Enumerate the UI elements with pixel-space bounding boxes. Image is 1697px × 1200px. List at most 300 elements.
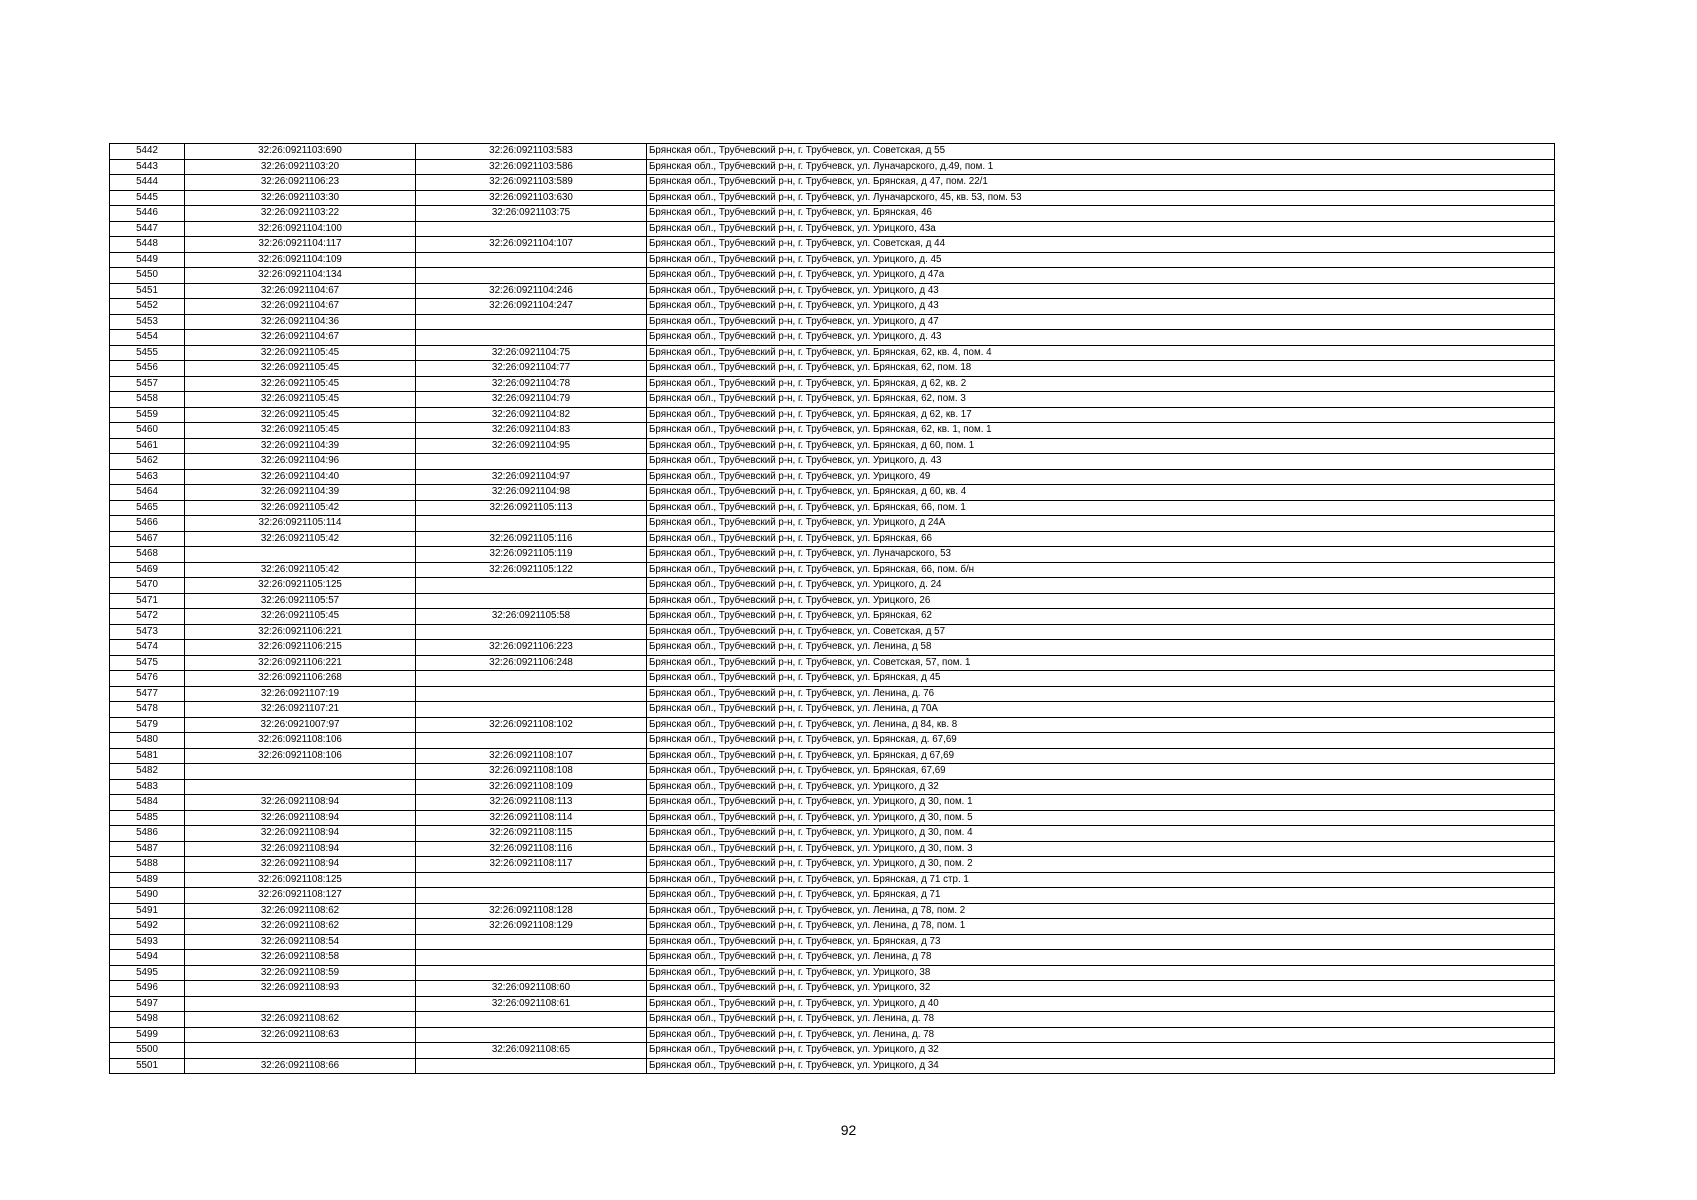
object-number-cell — [416, 965, 647, 981]
cadastral-number-cell: 32:26:0921103:690 — [185, 144, 416, 160]
object-number-cell — [416, 872, 647, 888]
table-row — [110, 686, 1555, 702]
cadastral-number-cell: 32:26:0921007:97 — [185, 717, 416, 733]
object-number-cell: 32:26:0921104:78 — [416, 376, 647, 392]
cadastral-number-cell: 32:26:0921104:109 — [185, 252, 416, 268]
address-cell: Брянская обл., Трубчевский р-н, г. Трубчевск, ул. Брянская, 62, кв. 1, пом. 1 — [647, 423, 1555, 439]
table-row — [110, 717, 1555, 733]
cadastral-number-cell: 32:26:0921104:36 — [185, 314, 416, 330]
row-number-cell: 5494 — [110, 950, 185, 966]
address-cell: Брянская обл., Трубчевский р-н, г. Трубчевск, ул. Урицкого, д 30, пом. 3 — [647, 841, 1555, 857]
cadastral-number-cell: 32:26:0921108:66 — [185, 1058, 416, 1074]
address-cell: Брянская обл., Трубчевский р-н, г. Трубчевск, ул. Ленина, д. 78 — [647, 1012, 1555, 1028]
cadastral-number-cell: 32:26:0921108:106 — [185, 733, 416, 749]
object-number-cell: 32:26:0921108:116 — [416, 841, 647, 857]
row-number-cell: 5475 — [110, 655, 185, 671]
object-number-cell: 32:26:0921108:115 — [416, 826, 647, 842]
row-number-cell: 5460 — [110, 423, 185, 439]
cadastral-number-cell: 32:26:0921104:67 — [185, 283, 416, 299]
object-number-cell: 32:26:0921108:113 — [416, 795, 647, 811]
row-number-cell: 5472 — [110, 609, 185, 625]
row-number-cell: 5490 — [110, 888, 185, 904]
object-number-cell: 32:26:0921106:223 — [416, 640, 647, 656]
object-number-cell — [416, 1027, 647, 1043]
row-number-cell: 5444 — [110, 175, 185, 191]
row-number-cell: 5442 — [110, 144, 185, 160]
address-cell: Брянская обл., Трубчевский р-н, г. Трубчевск, ул. Советская, д 55 — [647, 144, 1555, 160]
object-number-cell — [416, 888, 647, 904]
table-row — [110, 221, 1555, 237]
address-cell: Брянская обл., Трубчевский р-н, г. Трубчевск, ул. Брянская, д 47, пом. 22/1 — [647, 175, 1555, 191]
row-number-cell: 5466 — [110, 516, 185, 532]
table-row — [110, 144, 1555, 160]
address-cell: Брянская обл., Трубчевский р-н, г. Трубчевск, ул. Брянская, д 60, кв. 4 — [647, 485, 1555, 501]
page-number: 92 — [840, 1122, 857, 1138]
address-cell: Брянская обл., Трубчевский р-н, г. Трубчевск, ул. Ленина, д 78, пом. 2 — [647, 903, 1555, 919]
address-cell: Брянская обл., Трубчевский р-н, г. Трубчевск, ул. Брянская, д 73 — [647, 934, 1555, 950]
object-number-cell: 32:26:0921104:95 — [416, 438, 647, 454]
row-number-cell: 5488 — [110, 857, 185, 873]
cadastral-number-cell — [185, 996, 416, 1012]
row-number-cell: 5476 — [110, 671, 185, 687]
table-row — [110, 531, 1555, 547]
table-row — [110, 469, 1555, 485]
cadastral-number-cell: 32:26:0921108:94 — [185, 826, 416, 842]
row-number-cell: 5501 — [110, 1058, 185, 1074]
table-row — [110, 376, 1555, 392]
row-number-cell: 5480 — [110, 733, 185, 749]
row-number-cell: 5493 — [110, 934, 185, 950]
cadastral-number-cell: 32:26:0921108:62 — [185, 903, 416, 919]
address-cell: Брянская обл., Трубчевский р-н, г. Трубчевск, ул. Брянская, 66 — [647, 531, 1555, 547]
object-number-cell: 32:26:0921103:75 — [416, 206, 647, 222]
row-number-cell: 5469 — [110, 562, 185, 578]
address-cell: Брянская обл., Трубчевский р-н, г. Трубчевск, ул. Брянская, д 45 — [647, 671, 1555, 687]
object-number-cell — [416, 578, 647, 594]
row-number-cell: 5479 — [110, 717, 185, 733]
table-row — [110, 516, 1555, 532]
object-number-cell — [416, 733, 647, 749]
row-number-cell: 5447 — [110, 221, 185, 237]
row-number-cell: 5458 — [110, 392, 185, 408]
table-row — [110, 981, 1555, 997]
object-number-cell: 32:26:0921105:58 — [416, 609, 647, 625]
row-number-cell: 5454 — [110, 330, 185, 346]
address-cell: Брянская обл., Трубчевский р-н, г. Трубчевск, ул. Брянская, 66, пом. 1 — [647, 500, 1555, 516]
address-cell: Брянская обл., Трубчевский р-н, г. Трубчевск, ул. Ленина, д 78 — [647, 950, 1555, 966]
cadastral-number-cell: 32:26:0921105:114 — [185, 516, 416, 532]
table-row — [110, 888, 1555, 904]
row-number-cell: 5498 — [110, 1012, 185, 1028]
address-cell: Брянская обл., Трубчевский р-н, г. Трубчевск, ул. Советская, д 44 — [647, 237, 1555, 253]
object-number-cell: 32:26:0921104:107 — [416, 237, 647, 253]
object-number-cell — [416, 252, 647, 268]
table-row — [110, 454, 1555, 470]
object-number-cell: 32:26:0921104:75 — [416, 345, 647, 361]
row-number-cell: 5489 — [110, 872, 185, 888]
table-row — [110, 485, 1555, 501]
row-number-cell: 5450 — [110, 268, 185, 284]
row-number-cell: 5491 — [110, 903, 185, 919]
row-number-cell: 5497 — [110, 996, 185, 1012]
cadastral-number-cell: 32:26:0921107:19 — [185, 686, 416, 702]
cadastral-number-cell: 32:26:0921108:94 — [185, 810, 416, 826]
object-number-cell: 32:26:0921104:97 — [416, 469, 647, 485]
cadastral-number-cell: 32:26:0921108:125 — [185, 872, 416, 888]
object-number-cell: 32:26:0921108:109 — [416, 779, 647, 795]
row-number-cell: 5452 — [110, 299, 185, 315]
cadastral-number-cell: 32:26:0921104:39 — [185, 485, 416, 501]
object-number-cell: 32:26:0921104:82 — [416, 407, 647, 423]
cadastral-number-cell: 32:26:0921105:45 — [185, 407, 416, 423]
address-cell: Брянская обл., Трубчевский р-н, г. Трубчевск, ул. Брянская, д 71 стр. 1 — [647, 872, 1555, 888]
object-number-cell: 32:26:0921108:60 — [416, 981, 647, 997]
cadastral-number-cell: 32:26:0921104:40 — [185, 469, 416, 485]
object-number-cell — [416, 1012, 647, 1028]
object-number-cell: 32:26:0921105:122 — [416, 562, 647, 578]
row-number-cell: 5495 — [110, 965, 185, 981]
row-number-cell: 5448 — [110, 237, 185, 253]
row-number-cell: 5482 — [110, 764, 185, 780]
row-number-cell: 5462 — [110, 454, 185, 470]
object-number-cell — [416, 593, 647, 609]
table-row — [110, 1027, 1555, 1043]
cadastral-number-cell: 32:26:0921103:22 — [185, 206, 416, 222]
table-row — [110, 996, 1555, 1012]
address-cell: Брянская обл., Трубчевский р-н, г. Трубчевск, ул. Урицкого, д. 43 — [647, 330, 1555, 346]
table-row — [110, 748, 1555, 764]
address-cell: Брянская обл., Трубчевский р-н, г. Трубчевск, ул. Ленина, д 78, пом. 1 — [647, 919, 1555, 935]
cadastral-number-cell: 32:26:0921106:23 — [185, 175, 416, 191]
object-number-cell — [416, 702, 647, 718]
object-number-cell — [416, 624, 647, 640]
object-number-cell: 32:26:0921103:589 — [416, 175, 647, 191]
object-number-cell: 32:26:0921105:113 — [416, 500, 647, 516]
cadastral-number-cell: 32:26:0921104:67 — [185, 299, 416, 315]
object-number-cell: 32:26:0921108:128 — [416, 903, 647, 919]
table-row — [110, 392, 1555, 408]
cadastral-number-cell: 32:26:0921105:45 — [185, 345, 416, 361]
cadastral-number-cell: 32:26:0921105:42 — [185, 562, 416, 578]
row-number-cell: 5446 — [110, 206, 185, 222]
address-cell: Брянская обл., Трубчевский р-н, г. Трубчевск, ул. Урицкого, 43а — [647, 221, 1555, 237]
row-number-cell: 5492 — [110, 919, 185, 935]
row-number-cell: 5484 — [110, 795, 185, 811]
cadastral-table — [109, 143, 1555, 1074]
row-number-cell: 5478 — [110, 702, 185, 718]
row-number-cell: 5463 — [110, 469, 185, 485]
row-number-cell: 5474 — [110, 640, 185, 656]
object-number-cell: 32:26:0921106:248 — [416, 655, 647, 671]
row-number-cell: 5481 — [110, 748, 185, 764]
object-number-cell — [416, 1058, 647, 1074]
row-number-cell: 5449 — [110, 252, 185, 268]
cadastral-number-cell: 32:26:0921106:221 — [185, 655, 416, 671]
table-row — [110, 547, 1555, 563]
cadastral-number-cell: 32:26:0921105:45 — [185, 392, 416, 408]
row-number-cell: 5477 — [110, 686, 185, 702]
table-row — [110, 330, 1555, 346]
cadastral-number-cell: 32:26:0921108:93 — [185, 981, 416, 997]
address-cell: Брянская обл., Трубчевский р-н, г. Трубчевск, ул. Ленина, д 84, кв. 8 — [647, 717, 1555, 733]
cadastral-number-cell: 32:26:0921104:96 — [185, 454, 416, 470]
table-row — [110, 361, 1555, 377]
address-cell: Брянская обл., Трубчевский р-н, г. Трубчевск, ул. Брянская, д 67,69 — [647, 748, 1555, 764]
table-row — [110, 841, 1555, 857]
object-number-cell: 32:26:0921108:61 — [416, 996, 647, 1012]
table-row — [110, 206, 1555, 222]
cadastral-number-cell: 32:26:0921105:45 — [185, 609, 416, 625]
object-number-cell: 32:26:0921108:65 — [416, 1043, 647, 1059]
cadastral-number-cell: 32:26:0921104:100 — [185, 221, 416, 237]
cadastral-number-cell — [185, 1043, 416, 1059]
table-row — [110, 1012, 1555, 1028]
cadastral-number-cell: 32:26:0921108:59 — [185, 965, 416, 981]
cadastral-number-cell — [185, 764, 416, 780]
row-number-cell: 5483 — [110, 779, 185, 795]
table-row — [110, 934, 1555, 950]
address-cell: Брянская обл., Трубчевский р-н, г. Трубчевск, ул. Брянская, 46 — [647, 206, 1555, 222]
table-row — [110, 593, 1555, 609]
address-cell: Брянская обл., Трубчевский р-н, г. Трубчевск, ул. Ленина, д. 78 — [647, 1027, 1555, 1043]
address-cell: Брянская обл., Трубчевский р-н, г. Трубчевск, ул. Урицкого, д 34 — [647, 1058, 1555, 1074]
table-row — [110, 965, 1555, 981]
cadastral-number-cell: 32:26:0921104:134 — [185, 268, 416, 284]
table-row — [110, 764, 1555, 780]
row-number-cell: 5487 — [110, 841, 185, 857]
table-row — [110, 733, 1555, 749]
cadastral-number-cell: 32:26:0921104:39 — [185, 438, 416, 454]
address-cell: Брянская обл., Трубчевский р-н, г. Трубчевск, ул. Урицкого, 32 — [647, 981, 1555, 997]
object-number-cell — [416, 314, 647, 330]
table-row — [110, 919, 1555, 935]
table-row — [110, 252, 1555, 268]
row-number-cell: 5470 — [110, 578, 185, 594]
cadastral-number-cell: 32:26:0921103:20 — [185, 159, 416, 175]
cadastral-number-cell: 32:26:0921105:42 — [185, 531, 416, 547]
address-cell: Брянская обл., Трубчевский р-н, г. Трубчевск, ул. Урицкого, д. 43 — [647, 454, 1555, 470]
address-cell: Брянская обл., Трубчевский р-н, г. Трубчевск, ул. Урицкого, д 30, пом. 4 — [647, 826, 1555, 842]
object-number-cell — [416, 934, 647, 950]
object-number-cell: 32:26:0921103:630 — [416, 190, 647, 206]
object-number-cell: 32:26:0921104:77 — [416, 361, 647, 377]
object-number-cell: 32:26:0921108:117 — [416, 857, 647, 873]
cadastral-number-cell: 32:26:0921107:21 — [185, 702, 416, 718]
cadastral-number-cell: 32:26:0921108:94 — [185, 795, 416, 811]
cadastral-number-cell: 32:26:0921104:117 — [185, 237, 416, 253]
object-number-cell: 32:26:0921104:247 — [416, 299, 647, 315]
cadastral-number-cell: 32:26:0921104:67 — [185, 330, 416, 346]
address-cell: Брянская обл., Трубчевский р-н, г. Трубчевск, ул. Урицкого, д 30, пом. 5 — [647, 810, 1555, 826]
cadastral-number-cell: 32:26:0921108:54 — [185, 934, 416, 950]
address-cell: Брянская обл., Трубчевский р-н, г. Трубчевск, ул. Брянская, д 62, кв. 17 — [647, 407, 1555, 423]
row-number-cell: 5457 — [110, 376, 185, 392]
object-number-cell: 32:26:0921108:102 — [416, 717, 647, 733]
row-number-cell: 5451 — [110, 283, 185, 299]
object-number-cell: 32:26:0921104:83 — [416, 423, 647, 439]
address-cell: Брянская обл., Трубчевский р-н, г. Трубчевск, ул. Брянская, 62, пом. 18 — [647, 361, 1555, 377]
table-row — [110, 578, 1555, 594]
object-number-cell — [416, 950, 647, 966]
table-row — [110, 237, 1555, 253]
address-cell: Брянская обл., Трубчевский р-н, г. Трубчевск, ул. Урицкого, д 47 — [647, 314, 1555, 330]
table-row — [110, 175, 1555, 191]
object-number-cell — [416, 516, 647, 532]
address-cell: Брянская обл., Трубчевский р-н, г. Трубчевск, ул. Брянская, 67,69 — [647, 764, 1555, 780]
table-row — [110, 857, 1555, 873]
row-number-cell: 5486 — [110, 826, 185, 842]
address-cell: Брянская обл., Трубчевский р-н, г. Трубчевск, ул. Урицкого, 26 — [647, 593, 1555, 609]
object-number-cell — [416, 671, 647, 687]
address-cell: Брянская обл., Трубчевский р-н, г. Трубчевск, ул. Луначарского, 45, кв. 53, пом. 53 — [647, 190, 1555, 206]
table-row — [110, 500, 1555, 516]
row-number-cell: 5471 — [110, 593, 185, 609]
table-row — [110, 268, 1555, 284]
cadastral-number-cell: 32:26:0921105:45 — [185, 423, 416, 439]
table-row — [110, 702, 1555, 718]
object-number-cell: 32:26:0921108:108 — [416, 764, 647, 780]
object-number-cell: 32:26:0921108:114 — [416, 810, 647, 826]
address-cell: Брянская обл., Трубчевский р-н, г. Трубчевск, ул. Брянская, д 71 — [647, 888, 1555, 904]
row-number-cell: 5485 — [110, 810, 185, 826]
address-cell: Брянская обл., Трубчевский р-н, г. Трубчевск, ул. Брянская, 66, пом. б/н — [647, 562, 1555, 578]
table-row — [110, 159, 1555, 175]
cadastral-number-cell: 32:26:0921105:42 — [185, 500, 416, 516]
address-cell: Брянская обл., Трубчевский р-н, г. Трубчевск, ул. Урицкого, д. 24 — [647, 578, 1555, 594]
address-cell: Брянская обл., Трубчевский р-н, г. Трубчевск, ул. Ленина, д 58 — [647, 640, 1555, 656]
address-cell: Брянская обл., Трубчевский р-н, г. Трубчевск, ул. Урицкого, д 43 — [647, 299, 1555, 315]
table-row — [110, 1058, 1555, 1074]
cadastral-number-cell: 32:26:0921106:221 — [185, 624, 416, 640]
row-number-cell: 5443 — [110, 159, 185, 175]
address-cell: Брянская обл., Трубчевский р-н, г. Трубчевск, ул. Ленина, д 70А — [647, 702, 1555, 718]
table-row — [110, 562, 1555, 578]
object-number-cell: 32:26:0921108:129 — [416, 919, 647, 935]
table-row — [110, 345, 1555, 361]
table-row — [110, 299, 1555, 315]
address-cell: Брянская обл., Трубчевский р-н, г. Трубчевск, ул. Советская, 57, пом. 1 — [647, 655, 1555, 671]
address-cell: Брянская обл., Трубчевский р-н, г. Трубчевск, ул. Урицкого, д. 45 — [647, 252, 1555, 268]
table-row — [110, 655, 1555, 671]
row-number-cell: 5499 — [110, 1027, 185, 1043]
address-cell: Брянская обл., Трубчевский р-н, г. Трубчевск, ул. Урицкого, д 30, пом. 2 — [647, 857, 1555, 873]
cadastral-number-cell: 32:26:0921108:94 — [185, 841, 416, 857]
row-number-cell: 5445 — [110, 190, 185, 206]
address-cell: Брянская обл., Трубчевский р-н, г. Трубчевск, ул. Луначарского, 53 — [647, 547, 1555, 563]
address-cell: Брянская обл., Трубчевский р-н, г. Трубчевск, ул. Брянская, д 60, пом. 1 — [647, 438, 1555, 454]
object-number-cell — [416, 268, 647, 284]
address-cell: Брянская обл., Трубчевский р-н, г. Трубчевск, ул. Урицкого, д 32 — [647, 1043, 1555, 1059]
table-row — [110, 283, 1555, 299]
address-cell: Брянская обл., Трубчевский р-н, г. Трубчевск, ул. Ленина, д. 76 — [647, 686, 1555, 702]
table-body — [110, 144, 1555, 1074]
row-number-cell: 5453 — [110, 314, 185, 330]
table-row — [110, 423, 1555, 439]
address-cell: Брянская обл., Трубчевский р-н, г. Трубчевск, ул. Брянская, 62, кв. 4, пом. 4 — [647, 345, 1555, 361]
row-number-cell: 5464 — [110, 485, 185, 501]
table-row — [110, 671, 1555, 687]
address-cell: Брянская обл., Трубчевский р-н, г. Трубчевск, ул. Луначарского, д.49, пом. 1 — [647, 159, 1555, 175]
table-row — [110, 950, 1555, 966]
row-number-cell: 5456 — [110, 361, 185, 377]
address-cell: Брянская обл., Трубчевский р-н, г. Трубчевск, ул. Брянская, д 62, кв. 2 — [647, 376, 1555, 392]
object-number-cell — [416, 330, 647, 346]
address-cell: Брянская обл., Трубчевский р-н, г. Трубчевск, ул. Урицкого, д 30, пом. 1 — [647, 795, 1555, 811]
table-row — [110, 190, 1555, 206]
address-cell: Брянская обл., Трубчевский р-н, г. Трубчевск, ул. Урицкого, д 47а — [647, 268, 1555, 284]
table-row — [110, 314, 1555, 330]
cadastral-number-cell: 32:26:0921105:45 — [185, 376, 416, 392]
cadastral-number-cell: 32:26:0921106:215 — [185, 640, 416, 656]
cadastral-number-cell: 32:26:0921108:62 — [185, 1012, 416, 1028]
row-number-cell: 5465 — [110, 500, 185, 516]
cadastral-number-cell: 32:26:0921108:58 — [185, 950, 416, 966]
cadastral-number-cell: 32:26:0921105:57 — [185, 593, 416, 609]
address-cell: Брянская обл., Трубчевский р-н, г. Трубчевск, ул. Советская, д 57 — [647, 624, 1555, 640]
cadastral-number-cell: 32:26:0921108:94 — [185, 857, 416, 873]
object-number-cell: 32:26:0921104:79 — [416, 392, 647, 408]
cadastral-number-cell: 32:26:0921105:45 — [185, 361, 416, 377]
table-row — [110, 438, 1555, 454]
cadastral-number-cell: 32:26:0921108:127 — [185, 888, 416, 904]
cadastral-number-cell: 32:26:0921105:125 — [185, 578, 416, 594]
object-number-cell — [416, 221, 647, 237]
address-cell: Брянская обл., Трубчевский р-н, г. Трубчевск, ул. Урицкого, 38 — [647, 965, 1555, 981]
address-cell: Брянская обл., Трубчевский р-н, г. Трубчевск, ул. Урицкого, д 43 — [647, 283, 1555, 299]
object-number-cell: 32:26:0921104:98 — [416, 485, 647, 501]
row-number-cell: 5473 — [110, 624, 185, 640]
object-number-cell: 32:26:0921103:586 — [416, 159, 647, 175]
table-row — [110, 795, 1555, 811]
row-number-cell: 5496 — [110, 981, 185, 997]
cadastral-number-cell — [185, 779, 416, 795]
table-row — [110, 407, 1555, 423]
address-cell: Брянская обл., Трубчевский р-н, г. Трубчевск, ул. Урицкого, д 24А — [647, 516, 1555, 532]
object-number-cell: 32:26:0921108:107 — [416, 748, 647, 764]
row-number-cell: 5467 — [110, 531, 185, 547]
cadastral-number-cell: 32:26:0921108:63 — [185, 1027, 416, 1043]
table-row — [110, 810, 1555, 826]
table-row — [110, 640, 1555, 656]
row-number-cell: 5468 — [110, 547, 185, 563]
table-row — [110, 1043, 1555, 1059]
address-cell: Брянская обл., Трубчевский р-н, г. Трубчевск, ул. Брянская, 62, пом. 3 — [647, 392, 1555, 408]
row-number-cell: 5500 — [110, 1043, 185, 1059]
table-row — [110, 872, 1555, 888]
address-cell: Брянская обл., Трубчевский р-н, г. Трубчевск, ул. Урицкого, 49 — [647, 469, 1555, 485]
cadastral-number-cell: 32:26:0921106:268 — [185, 671, 416, 687]
address-cell: Брянская обл., Трубчевский р-н, г. Трубчевск, ул. Урицкого, д 32 — [647, 779, 1555, 795]
object-number-cell — [416, 686, 647, 702]
row-number-cell: 5459 — [110, 407, 185, 423]
table-row — [110, 624, 1555, 640]
row-number-cell: 5455 — [110, 345, 185, 361]
object-number-cell: 32:26:0921105:119 — [416, 547, 647, 563]
cadastral-number-cell: 32:26:0921108:62 — [185, 919, 416, 935]
table-row — [110, 903, 1555, 919]
address-cell: Брянская обл., Трубчевский р-н, г. Трубчевск, ул. Брянская, д. 67,69 — [647, 733, 1555, 749]
object-number-cell — [416, 454, 647, 470]
address-cell: Брянская обл., Трубчевский р-н, г. Трубчевск, ул. Брянская, 62 — [647, 609, 1555, 625]
address-cell: Брянская обл., Трубчевский р-н, г. Трубчевск, ул. Урицкого, д 40 — [647, 996, 1555, 1012]
table-row — [110, 826, 1555, 842]
object-number-cell: 32:26:0921104:246 — [416, 283, 647, 299]
cadastral-number-cell — [185, 547, 416, 563]
object-number-cell: 32:26:0921103:583 — [416, 144, 647, 160]
object-number-cell: 32:26:0921105:116 — [416, 531, 647, 547]
table-row — [110, 779, 1555, 795]
table-row — [110, 609, 1555, 625]
